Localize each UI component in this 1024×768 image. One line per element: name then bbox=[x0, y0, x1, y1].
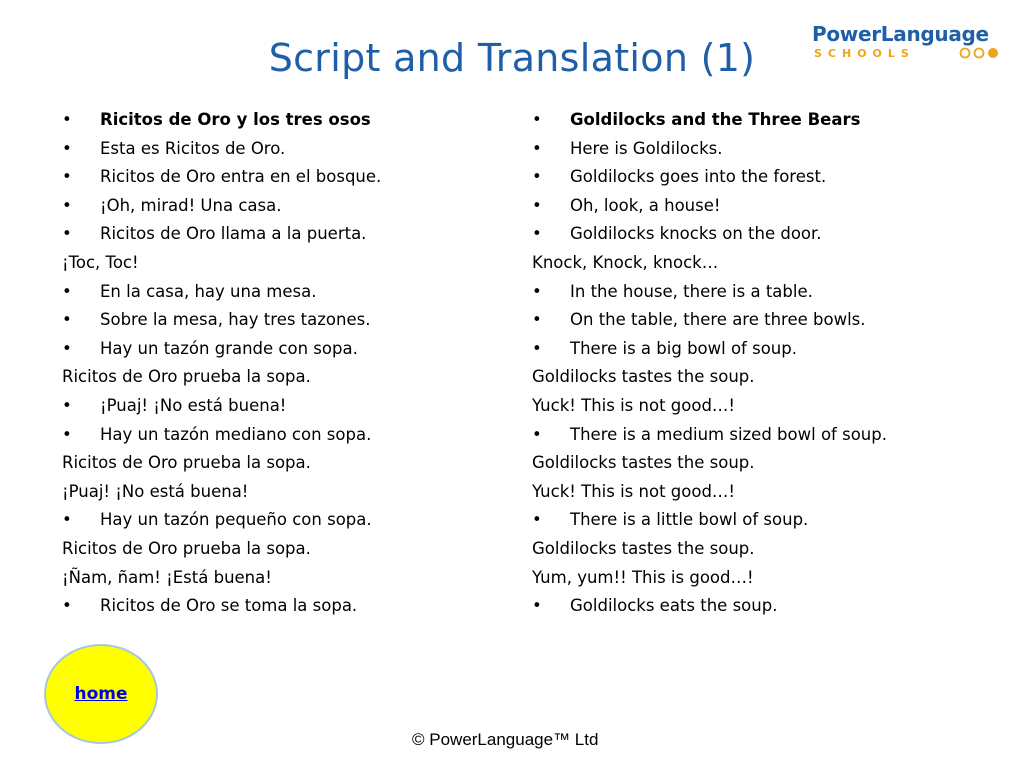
script-line bbox=[62, 163, 502, 192]
script-line-text: ¡Puaj! ¡No está buena! bbox=[100, 395, 287, 415]
script-line-text: Goldilocks goes into the forest. bbox=[570, 167, 827, 187]
script-line bbox=[532, 192, 1002, 221]
bullet-icon: • bbox=[62, 395, 72, 415]
bullet-icon: • bbox=[62, 195, 72, 215]
script-line-text: Yuck! This is not good…! bbox=[532, 481, 736, 501]
script-line-text: Ricitos de Oro prueba la sopa. bbox=[62, 453, 311, 473]
script-line bbox=[62, 392, 502, 421]
script-line-text: Hay un tazón pequeño con sopa. bbox=[100, 510, 372, 530]
bullet-icon: • bbox=[532, 167, 542, 187]
script-line bbox=[532, 535, 1002, 564]
bullet-icon: • bbox=[62, 424, 72, 444]
bullet-icon: • bbox=[532, 138, 542, 158]
bullet-icon: • bbox=[62, 167, 72, 187]
bullet-icon: • bbox=[62, 138, 72, 158]
script-line-text: Goldilocks and the Three Bears bbox=[570, 110, 861, 129]
script-line bbox=[532, 592, 1002, 621]
script-line-text: ¡Toc, Toc! bbox=[62, 252, 139, 272]
script-line bbox=[532, 449, 1002, 478]
script-line-text: ¡Oh, mirad! Una casa. bbox=[100, 195, 282, 215]
script-line bbox=[62, 220, 502, 249]
script-line bbox=[532, 163, 1002, 192]
script-line bbox=[62, 592, 502, 621]
bullet-icon: • bbox=[532, 338, 542, 358]
script-line-text: Yum, yum!! This is good…! bbox=[532, 567, 754, 587]
script-line-text: There is a little bowl of soup. bbox=[570, 510, 809, 530]
script-line-text: There is a medium sized bowl of soup. bbox=[570, 424, 887, 444]
script-line bbox=[532, 135, 1002, 164]
bullet-icon: • bbox=[532, 510, 542, 530]
script-line-text: Ricitos de Oro llama a la puerta. bbox=[100, 224, 367, 244]
bullet-icon: • bbox=[62, 310, 72, 330]
bullet-icon: • bbox=[532, 424, 542, 444]
script-line bbox=[62, 564, 502, 593]
script-line-text: Goldilocks tastes the soup. bbox=[532, 538, 755, 558]
script-line-text: Hay un tazón grande con sopa. bbox=[100, 338, 358, 358]
spanish-script-column bbox=[62, 106, 502, 621]
copyright-footer: © PowerLanguage™ Ltd bbox=[412, 730, 599, 749]
slide-title: Script and Translation (1) bbox=[268, 36, 756, 80]
script-line bbox=[62, 535, 502, 564]
bullet-icon: • bbox=[62, 510, 72, 530]
script-line-text: Ricitos de Oro prueba la sopa. bbox=[62, 367, 311, 387]
script-line bbox=[62, 421, 502, 450]
script-line bbox=[62, 335, 502, 364]
logo-main-text: PowerLanguage bbox=[812, 22, 989, 46]
bullet-icon: • bbox=[62, 338, 72, 358]
bullet-icon: • bbox=[62, 110, 72, 129]
bullet-icon: • bbox=[532, 281, 542, 301]
script-line bbox=[532, 506, 1002, 535]
bullet-icon: • bbox=[532, 224, 542, 244]
script-line bbox=[62, 249, 502, 278]
bullet-icon: • bbox=[532, 596, 542, 616]
script-line-text: Goldilocks tastes the soup. bbox=[532, 367, 755, 387]
script-line bbox=[62, 449, 502, 478]
script-line-text: On the table, there are three bowls. bbox=[570, 310, 866, 330]
bullet-icon: • bbox=[532, 110, 542, 129]
script-line bbox=[532, 363, 1002, 392]
home-link[interactable]: home bbox=[74, 684, 128, 704]
script-line bbox=[62, 106, 502, 135]
script-line bbox=[532, 478, 1002, 507]
script-line bbox=[532, 278, 1002, 307]
script-line bbox=[532, 249, 1002, 278]
script-line-text: Ricitos de Oro entra en el bosque. bbox=[100, 167, 382, 187]
home-button[interactable] bbox=[44, 644, 158, 744]
three-circles-icon bbox=[958, 46, 1002, 60]
script-line-text: Esta es Ricitos de Oro. bbox=[100, 138, 286, 158]
script-line-text: Yuck! This is not good…! bbox=[532, 395, 736, 415]
script-line bbox=[532, 392, 1002, 421]
script-line-text: En la casa, hay una mesa. bbox=[100, 281, 317, 301]
script-line-text: ¡Puaj! ¡No está buena! bbox=[62, 481, 249, 501]
script-line bbox=[532, 421, 1002, 450]
logo-sub-text: SCHOOLS bbox=[814, 47, 915, 60]
script-line-text: There is a big bowl of soup. bbox=[570, 338, 797, 358]
script-line bbox=[532, 564, 1002, 593]
script-line-text: ¡Ñam, ñam! ¡Está buena! bbox=[62, 567, 272, 587]
script-line bbox=[62, 135, 502, 164]
english-translation-column bbox=[532, 106, 1002, 621]
script-line-text: Ricitos de Oro se toma la sopa. bbox=[100, 596, 358, 616]
script-line bbox=[62, 278, 502, 307]
script-line bbox=[62, 306, 502, 335]
script-line-text: Goldilocks tastes the soup. bbox=[532, 453, 755, 473]
bullet-icon: • bbox=[532, 310, 542, 330]
script-line-text: Knock, Knock, knock… bbox=[532, 252, 719, 272]
script-line-text: Oh, look, a house! bbox=[570, 195, 721, 215]
script-line bbox=[62, 478, 502, 507]
script-line bbox=[532, 306, 1002, 335]
script-line bbox=[532, 106, 1002, 135]
powerlanguage-logo bbox=[812, 22, 1002, 66]
script-line-text: In the house, there is a table. bbox=[570, 281, 813, 301]
bullet-icon: • bbox=[62, 281, 72, 301]
script-line bbox=[62, 192, 502, 221]
script-line-text: Goldilocks knocks on the door. bbox=[570, 224, 822, 244]
script-line bbox=[532, 220, 1002, 249]
script-line-text: Hay un tazón mediano con sopa. bbox=[100, 424, 372, 444]
script-line-text: Ricitos de Oro prueba la sopa. bbox=[62, 538, 311, 558]
bullet-icon: • bbox=[62, 224, 72, 244]
script-line bbox=[62, 363, 502, 392]
script-line-text: Here is Goldilocks. bbox=[570, 138, 723, 158]
script-line bbox=[62, 506, 502, 535]
bullet-icon: • bbox=[532, 195, 542, 215]
script-line-text: Sobre la mesa, hay tres tazones. bbox=[100, 310, 371, 330]
script-line-text: Ricitos de Oro y los tres osos bbox=[100, 110, 371, 129]
script-line bbox=[532, 335, 1002, 364]
script-line-text: Goldilocks eats the soup. bbox=[570, 596, 778, 616]
bullet-icon: • bbox=[62, 596, 72, 616]
